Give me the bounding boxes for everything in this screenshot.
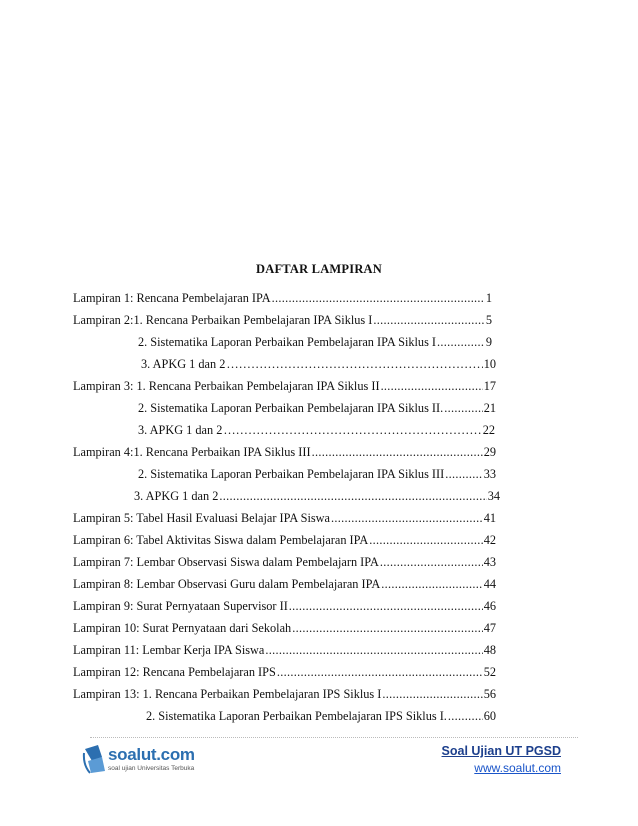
page-title: DAFTAR LAMPIRAN <box>255 262 383 276</box>
toc-entry-page: 22 <box>482 423 495 437</box>
toc-entry-label: 2. Sistematika Laporan Perbaikan Pembelajaran IPA Siklus III <box>138 467 445 481</box>
toc-entry <box>73 378 496 395</box>
logo-subtext: soal ujian Universitas Terbuka <box>108 765 195 772</box>
footer-title-link[interactable]: Soal Ujian UT PGSD <box>441 744 561 758</box>
toc-entry-page: 10 <box>483 357 496 371</box>
toc-entry-label: 2. Sistematika Laporan Perbaikan Pembelajaran IPA Siklus I <box>138 335 437 349</box>
toc-entry-label: 2. Sistematika Laporan Perbaikan Pembelajaran IPA Siklus II. <box>138 401 444 415</box>
toc-entry-label: 3. APKG 1 dan 2 <box>138 423 223 437</box>
toc-entry-page: 44 <box>483 577 496 591</box>
toc-entry <box>73 532 496 549</box>
footer-url-link[interactable]: www.soalut.com <box>474 761 561 775</box>
toc-entry-page: 41 <box>483 511 496 525</box>
toc-entry-page: 60 <box>483 709 496 723</box>
toc-entry-page: 43 <box>483 555 496 569</box>
toc-entry <box>138 422 495 439</box>
logo-text: soalut.com <box>108 745 195 764</box>
toc-entry <box>73 620 496 637</box>
toc-entry-label: 3. APKG 1 dan 2 <box>141 357 226 371</box>
toc-entry-label: Lampiran 10: Surat Pernyataan dari Sekolah <box>73 621 292 635</box>
toc-entry <box>73 686 496 703</box>
toc-entry-label: Lampiran 12: Rencana Pembelajaran IPS <box>73 665 276 679</box>
toc-entry-label: Lampiran 7: Lembar Observasi Siswa dalam Pembelajarn IPA <box>73 555 379 569</box>
toc-entry-label: Lampiran 3: 1. Rencana Perbaikan Pembelajaran IPA Siklus II <box>73 379 380 393</box>
toc-entry <box>73 312 492 329</box>
toc-entry <box>73 510 496 527</box>
toc-entry-label: 3. APKG 1 dan 2 <box>134 489 219 503</box>
toc-entry-label: Lampiran 11: Lembar Kerja IPA Siswa <box>73 643 265 657</box>
toc-entry-page: 46 <box>483 599 496 613</box>
toc-entry-page: 42 <box>483 533 496 547</box>
toc-entry-page: 1 <box>485 291 492 305</box>
toc-entry-page: 5 <box>485 313 492 327</box>
toc-entry-page: 33 <box>483 467 496 481</box>
toc-entry-label: Lampiran 5: Tabel Hasil Evaluasi Belajar IPA Siswa <box>73 511 330 525</box>
toc-entry <box>73 576 496 593</box>
toc-entry <box>73 664 496 681</box>
toc-entry-label: Lampiran 9: Surat Pernyataan Supervisor II <box>73 599 288 613</box>
toc-entry-page: 34 <box>487 489 500 503</box>
toc-entry <box>73 642 496 659</box>
toc-entry-label: Lampiran 4:1. Rencana Perbaikan IPA Siklus III <box>73 445 311 459</box>
toc-entry-label: Lampiran 8: Lembar Observasi Guru dalam Pembelajaran IPA <box>73 577 381 591</box>
toc-entry <box>73 444 496 461</box>
toc-entry <box>138 334 492 351</box>
toc-entry-label: Lampiran 2:1. Rencana Perbaikan Pembelajaran IPA Siklus I <box>73 313 373 327</box>
toc-entry <box>138 400 496 417</box>
toc-entry <box>141 356 496 373</box>
toc-entry <box>134 488 500 505</box>
toc-entry-label: Lampiran 6: Tabel Aktivitas Siswa dalam Pembelajaran IPA <box>73 533 369 547</box>
toc-entry-page: 48 <box>483 643 496 657</box>
toc-entry-page: 29 <box>483 445 496 459</box>
toc-entry <box>73 598 496 615</box>
toc-entry-page: 52 <box>483 665 496 679</box>
toc-entry-page: 47 <box>483 621 496 635</box>
toc-entry <box>146 708 496 725</box>
toc-entry-page: 21 <box>483 401 496 415</box>
toc-entry-label: Lampiran 1: Rencana Pembelajaran IPA <box>73 291 271 305</box>
toc-entry <box>73 290 492 307</box>
footer-divider <box>90 737 578 738</box>
toc-entry-label: 2. Sistematika Laporan Perbaikan Pembelajaran IPS Siklus I. <box>146 709 447 723</box>
toc-entry-page: 56 <box>483 687 496 701</box>
toc-entry-page: 9 <box>485 335 492 349</box>
toc-entry-page: 17 <box>483 379 496 393</box>
toc-entry-label: Lampiran 13: 1. Rencana Perbaikan Pembelajaran IPS Siklus I <box>73 687 382 701</box>
toc-entry <box>138 466 496 483</box>
toc-entry <box>73 554 496 571</box>
